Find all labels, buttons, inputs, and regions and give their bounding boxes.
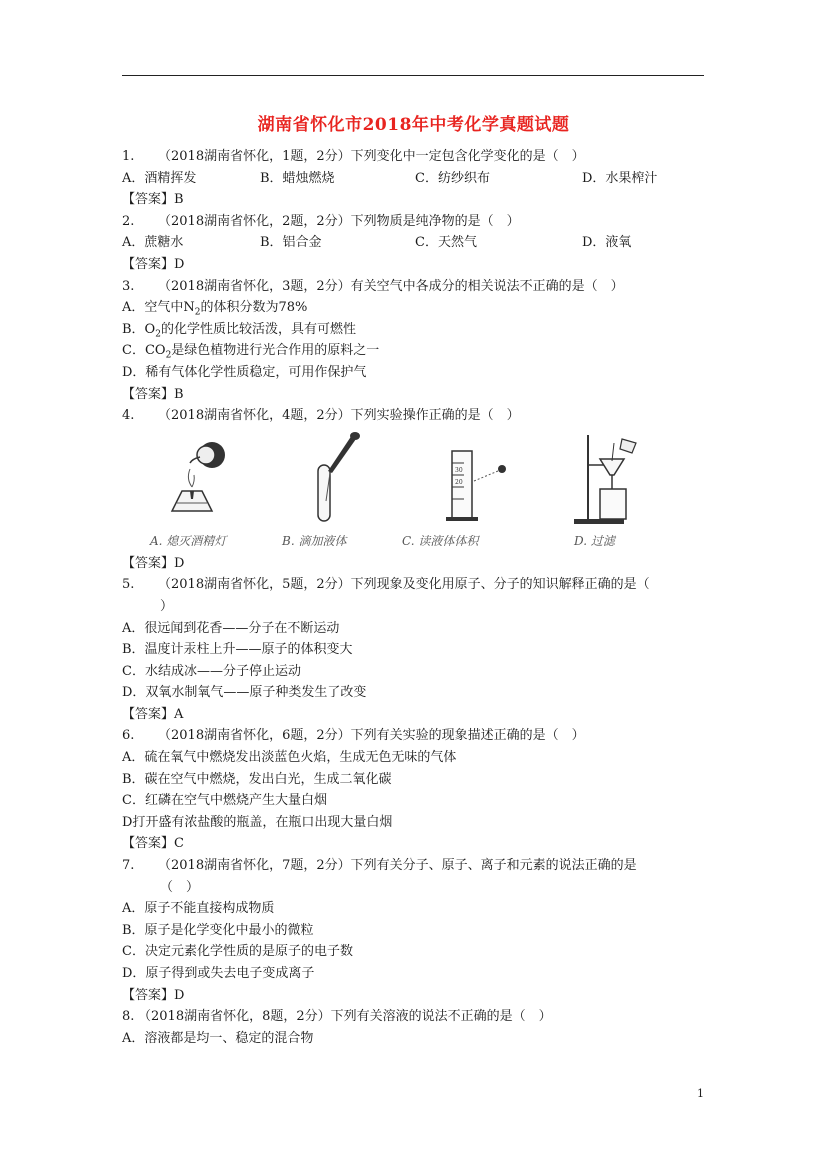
- question-2-answer: 【答案】D: [122, 256, 185, 272]
- question-7-answer: 【答案】D: [122, 987, 185, 1003]
- option-b: B．铝合金: [260, 235, 322, 251]
- figure-b-label: B. 滴加液体: [282, 533, 347, 548]
- question-6-answer: 【答案】C: [122, 836, 184, 852]
- question-7-stem: 7. （2018湖南省怀化，7题，2分）下列有关分子、原子、离子和元素的说法正确的是: [122, 858, 637, 874]
- option-a: A．硫在氧气中燃烧发出淡蓝色火焰，生成无色无味的气体: [122, 750, 457, 766]
- option-c: C．红磷在空气中燃烧产生大量白烟: [122, 793, 327, 809]
- option-a: A．空气中$N_2$的体积分数为78%: [122, 300, 308, 318]
- svg-text:20: 20: [455, 478, 463, 486]
- option-a: A．溶液都是均一、稳定的混合物: [122, 1030, 314, 1046]
- question-6-stem: 6. （2018湖南省怀化，6题，2分）下列有关实验的现象描述正确的是（ ）: [122, 728, 585, 744]
- figure-c-label: C. 读液体体积: [402, 533, 479, 548]
- option-b: B．温度计汞柱上升——原子的体积变大: [122, 642, 353, 658]
- option-a: A．蔗糖水: [122, 235, 184, 251]
- option-d: D．双氧水制氧气——原子种类发生了改变: [122, 685, 367, 701]
- option-d: D．稀有气体化学性质稳定，可用作保护气: [122, 364, 367, 380]
- question-2-options: [122, 232, 707, 254]
- question-8-stem: 8. （2018湖南省怀化，8题，2分）下列有关溶液的说法不正确的是（ ）: [122, 1009, 552, 1025]
- figure-c: [402, 429, 532, 551]
- option-c: C．天然气: [415, 235, 477, 251]
- figure-b: [272, 429, 382, 551]
- question-2-stem: 2. （2018湖南省怀化，2题，2分）下列物质是纯净物的是（ ）: [122, 213, 520, 229]
- option-a: A．原子不能直接构成物质: [122, 901, 275, 917]
- option-c: C．$CO_2$是绿色植物进行光合作用的原料之一: [122, 343, 380, 361]
- option-c: C．决定元素化学性质的是原子的电子数: [122, 944, 353, 960]
- option-c: C．水结成冰——分子停止运动: [122, 663, 301, 679]
- option-a: A．酒精挥发: [122, 170, 197, 186]
- option-b: B．$O_2$的化学性质比较活泼，具有可燃性: [122, 321, 356, 340]
- question-7-stem-cont: （ ）: [160, 879, 200, 895]
- figure-d: [552, 429, 662, 551]
- option-a: A．很远闻到花香——分子在不断运动: [122, 620, 340, 636]
- svg-text:30: 30: [455, 466, 463, 474]
- question-1-stem: 1. （2018湖南省怀化，1题，2分）下列变化中一定包含化学变化的是（ ）: [122, 149, 585, 164]
- question-4-stem: 4. （2018湖南省怀化，4题，2分）下列实验操作正确的是（ ）: [122, 408, 520, 424]
- option-d: D．液氧: [582, 235, 632, 251]
- question-5-stem: 5. （2018湖南省怀化，5题，2分）下列现象及变化用原子、分子的知识解释正确的是（: [122, 577, 650, 593]
- header-rule: [122, 75, 704, 76]
- question-3-stem: 3. （2018湖南省怀化，3题，2分）有关空气中各成分的相关说法不正确的是（ ）: [122, 278, 624, 294]
- option-d: D．水果榨汁: [582, 170, 658, 186]
- option-d: D打开盛有浓盐酸的瓶盖，在瓶口出现大量白烟: [122, 814, 393, 830]
- option-b: B．碳在空气中燃烧，发出白光，生成二氧化碳: [122, 771, 392, 787]
- filtration-setup-icon: [552, 429, 662, 529]
- question-4-figures: [122, 429, 707, 551]
- question-5-stem-cont: ）: [160, 598, 174, 614]
- figure-a: [122, 429, 242, 551]
- page-number: 1: [697, 1087, 704, 1100]
- question-1-options: [122, 168, 707, 190]
- figure-d-label: D. 过滤: [574, 533, 615, 548]
- question-3-answer: 【答案】B: [122, 386, 184, 402]
- option-d: D．原子得到或失去电子变成离子: [122, 966, 315, 981]
- dropper-test-tube-icon: [272, 429, 382, 529]
- question-5-answer: 【答案】A: [122, 706, 184, 722]
- question-1-answer: 【答案】B: [122, 192, 184, 208]
- option-b: B．蜡烛燃烧: [260, 170, 335, 186]
- figure-a-label: A. 熄灭酒精灯: [150, 533, 227, 548]
- option-c: C．纺纱织布: [415, 170, 490, 186]
- question-list: [122, 146, 707, 1049]
- graduated-cylinder-icon: [402, 429, 532, 529]
- option-b: B．原子是化学变化中最小的微粒: [122, 922, 314, 938]
- page-title: 湖南省怀化市2018年中考化学真题试题: [257, 115, 570, 135]
- question-4-answer: 【答案】D: [122, 555, 185, 571]
- blowing-out-lamp-icon: [122, 429, 242, 529]
